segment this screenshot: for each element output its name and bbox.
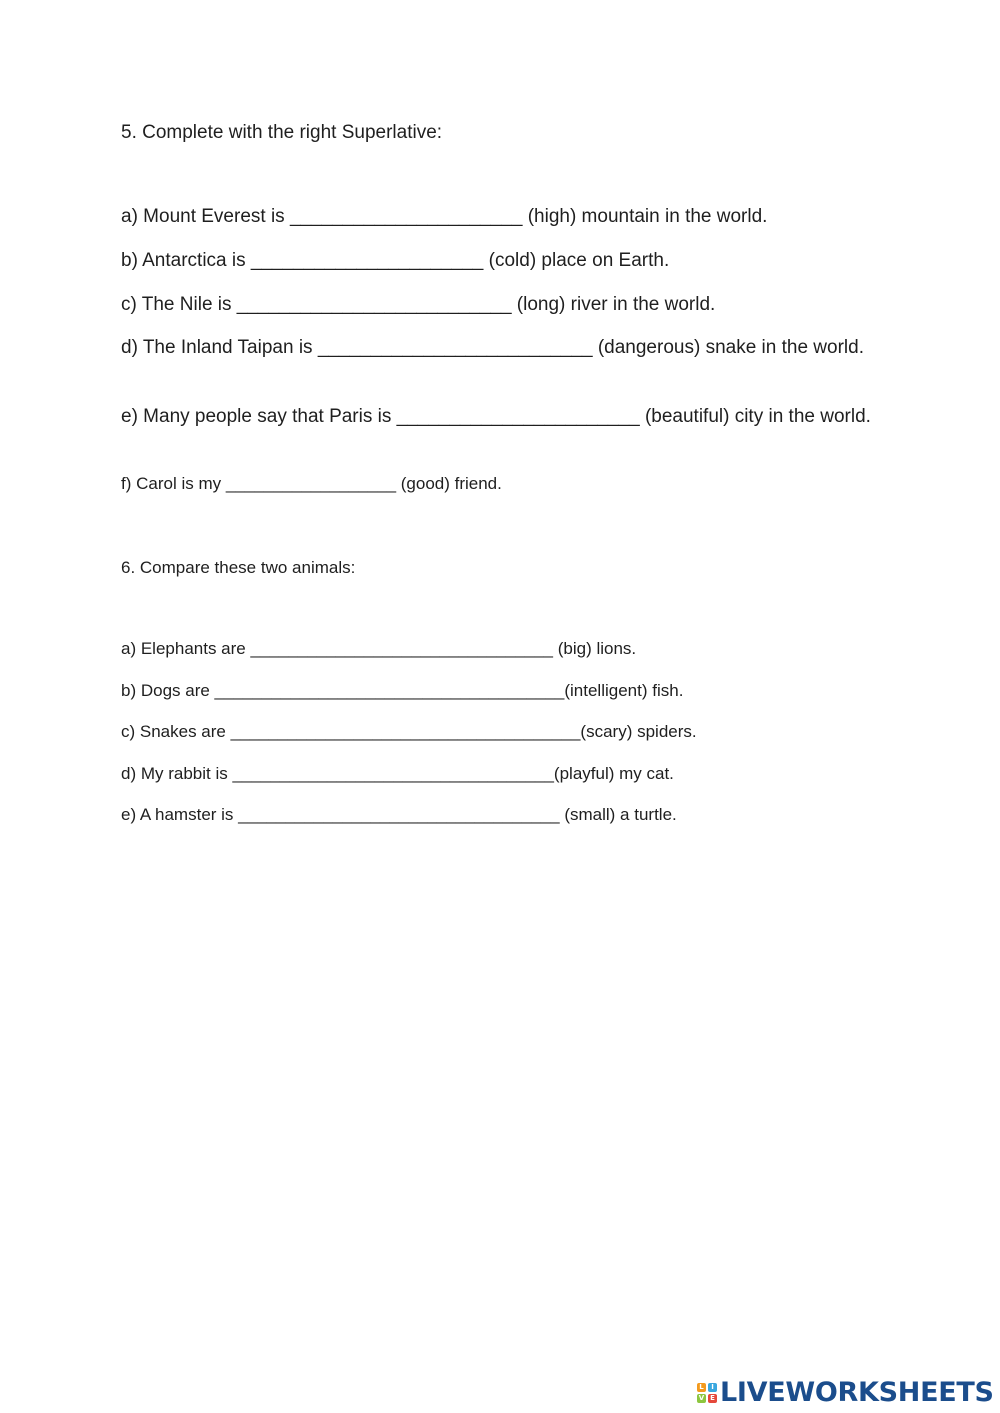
exercise-text: b) Dogs are _____________________________________(intelligent) fish. bbox=[121, 681, 684, 700]
exercise-6d bbox=[121, 763, 871, 785]
exercise-text: f) Carol is my __________________ (good) friend. bbox=[121, 474, 502, 493]
logo-mark-letter: I bbox=[708, 1383, 717, 1392]
exercise-6c bbox=[121, 721, 871, 743]
logo-mark-icon bbox=[697, 1383, 717, 1403]
exercise-5b bbox=[121, 248, 871, 273]
exercise-5c bbox=[121, 292, 871, 317]
exercise-text: d) The Inland Taipan is __________________________ (dangerous) snake in the world. bbox=[121, 337, 864, 358]
logo-mark-letter: L bbox=[697, 1383, 706, 1392]
exercise-text: a) Mount Everest is ______________________ (high) mountain in the world. bbox=[121, 206, 768, 227]
exercise-6b bbox=[121, 680, 871, 702]
section-6-title: 6. Compare these two animals: bbox=[121, 558, 356, 577]
logo-mark-letter: V bbox=[698, 1394, 705, 1402]
exercise-6a bbox=[121, 638, 871, 660]
exercise-text: c) Snakes are _____________________________________(scary) spiders. bbox=[121, 722, 697, 741]
exercise-5d bbox=[121, 335, 871, 360]
exercise-6e bbox=[121, 804, 871, 826]
exercise-text: d) My rabbit is __________________________________(playful) my cat. bbox=[121, 764, 674, 783]
exercise-text: e) A hamster is __________________________________ (small) a turtle. bbox=[121, 805, 677, 824]
logo-mark-letter: E bbox=[708, 1394, 717, 1403]
section-5-title: 5. Complete with the right Superlative: bbox=[121, 122, 443, 143]
exercise-text: e) Many people say that Paris is _______________________ (beautiful) city in the world. bbox=[121, 406, 871, 427]
exercise-5f bbox=[121, 473, 871, 495]
logo-text: LIVEWORKSHEETS bbox=[720, 1377, 994, 1408]
exercise-5e bbox=[121, 404, 871, 429]
liveworksheets-logo bbox=[697, 1378, 994, 1408]
exercise-text: c) The Nile is __________________________ (long) river in the world. bbox=[121, 294, 716, 315]
exercise-text: a) Elephants are ________________________________ (big) lions. bbox=[121, 639, 637, 658]
exercise-text: b) Antarctica is ______________________ (cold) place on Earth. bbox=[121, 250, 670, 271]
exercise-5a bbox=[121, 204, 871, 229]
